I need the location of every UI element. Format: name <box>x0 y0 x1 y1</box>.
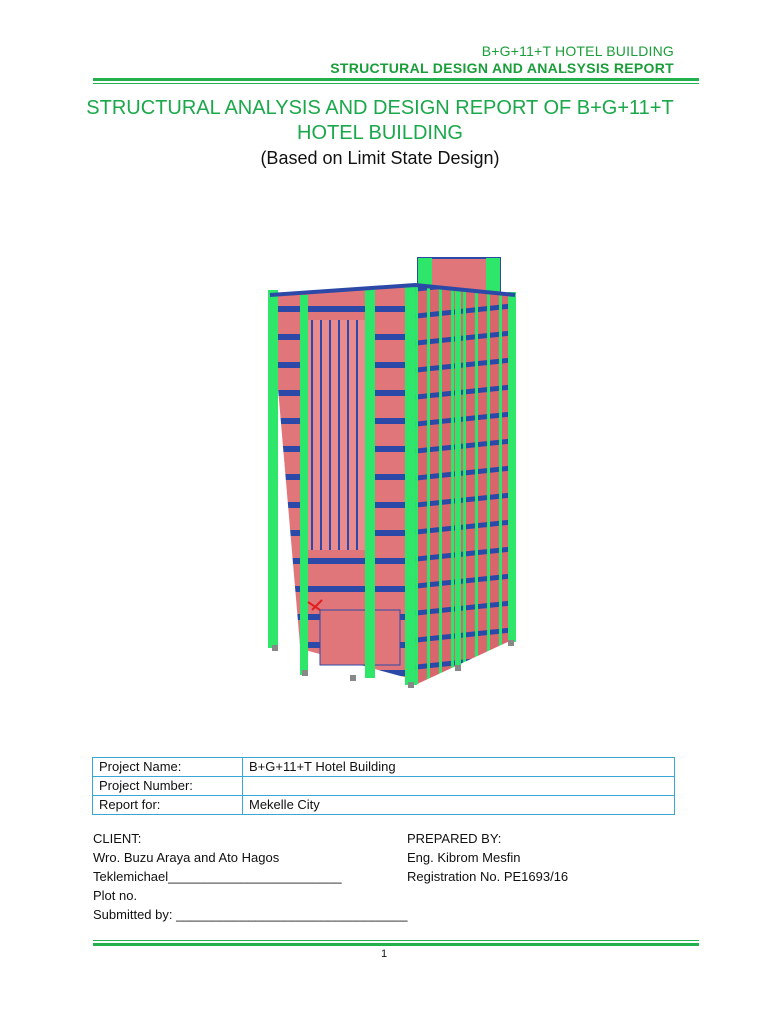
plot-number: Plot no. <box>93 888 138 903</box>
client-block <box>93 829 407 924</box>
building-3d-model-image <box>250 250 530 700</box>
report-title-line1: STRUCTURAL ANALYSIS AND DESIGN REPORT OF B+G+11+T <box>86 97 674 119</box>
table-row <box>93 777 675 796</box>
submitted-by: Submitted by: ________________________________ <box>93 907 408 922</box>
client-heading: CLIENT: <box>93 831 142 846</box>
table-row <box>93 758 675 777</box>
footer-rule <box>93 940 699 941</box>
footer-rule-thick <box>93 943 699 946</box>
building-right-face <box>415 285 515 685</box>
project-number-label: Project Number: <box>93 777 243 796</box>
report-for-label: Report for: <box>93 796 243 815</box>
report-title <box>60 96 700 146</box>
project-name-value: B+G+11+T Hotel Building <box>243 758 675 777</box>
page-number: 1 <box>380 948 388 960</box>
header-rule <box>93 78 699 81</box>
header-title: B+G+11+T HOTEL BUILDING <box>481 43 674 59</box>
project-name-label: Project Name: <box>93 758 243 777</box>
report-for-value: Mekelle City <box>243 796 675 815</box>
table-row <box>93 796 675 815</box>
report-title-line2: HOTEL BUILDING <box>297 122 463 144</box>
client-name: Wro. Buzu Araya and Ato Hagos <box>93 850 280 865</box>
report-subtitle: (Based on Limit State Design) <box>260 148 500 168</box>
preparer-name: Eng. Kibrom Mesfin <box>407 850 521 865</box>
header-rule-thin <box>93 83 699 84</box>
project-number-value <box>243 777 675 796</box>
facade-fins <box>308 320 368 550</box>
project-info-table <box>92 757 675 815</box>
registration-number: Registration No. PE1693/16 <box>407 869 569 884</box>
prepared-heading: PREPARED BY: <box>407 831 502 846</box>
client-name-continued: Teklemichael________________________ <box>93 869 342 884</box>
prepared-by-block <box>407 829 568 886</box>
header-subtitle: STRUCTURAL DESIGN AND ANALSYSIS REPORT <box>330 60 674 76</box>
